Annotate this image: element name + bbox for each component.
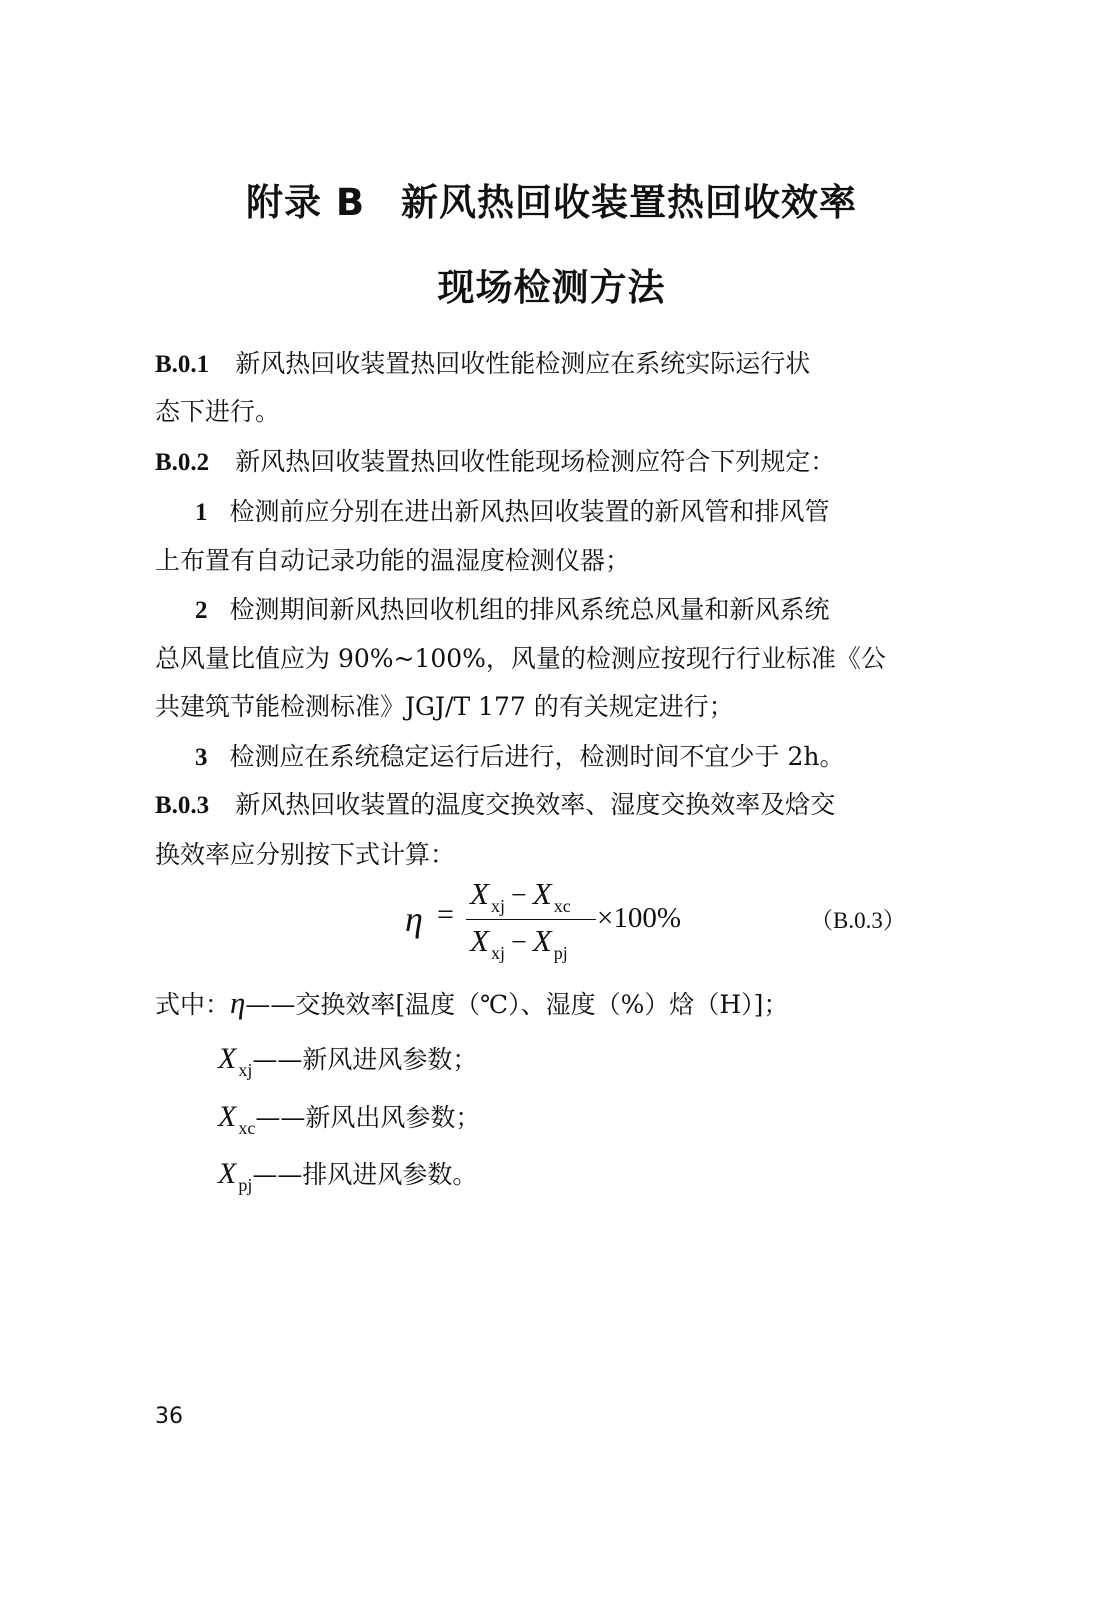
item-1-line-2: 上布置有自动记录功能的温湿度检测仪器； xyxy=(155,546,631,575)
where-var-xc: X $_{xc}$——新风出风参数； xyxy=(218,1100,481,1138)
page-title-line-2: 现场检测方法 xyxy=(437,266,666,309)
clause-text: 新风热回收装置的温度交换效率、湿度交换效率及焓交 xyxy=(235,790,836,819)
item-number: 2 xyxy=(195,597,208,624)
clause-number: B.0.1 xyxy=(155,351,210,378)
page-number: 36 xyxy=(155,1404,183,1429)
item-text: 检测前应分别在进出新风热回收装置的新风管和排风管 xyxy=(229,497,830,526)
formula-numerator: Xxj − X xc xyxy=(470,876,571,916)
item-2-line-2: 总风量比值应为 90%~100%，风量的检测应按现行行业标准《公 xyxy=(155,644,886,673)
formula-denominator: Xxj − X pj xyxy=(470,923,568,963)
clause-b003-line-1 xyxy=(155,788,835,823)
item-number: 3 xyxy=(195,744,208,771)
item-number: 1 xyxy=(195,499,208,526)
clause-b003-line-2: 换效率应分别按下式计算： xyxy=(155,840,456,869)
where-label: 式中： xyxy=(155,990,231,1019)
clause-number: B.0.2 xyxy=(155,449,210,476)
item-2-line-3: 共建筑节能检测标准》JGJ/T 177 的有关规定进行； xyxy=(155,692,734,721)
fraction-bar xyxy=(466,919,596,920)
clause-text: 新风热回收装置热回收性能现场检测应符合下列规定： xyxy=(235,447,836,476)
where-eta-desc: ——交换效率[温度（℃）、湿度（%）焓（H）]； xyxy=(245,990,789,1019)
title-text-1: 新风热回收装置热回收效率 xyxy=(401,181,858,224)
where-eta-line xyxy=(155,986,788,1022)
item-text: 检测应在系统稳定运行后进行，检测时间不宜少于 2h。 xyxy=(229,742,845,771)
clause-number: B.0.3 xyxy=(155,792,210,819)
clause-text: 新风热回收装置热回收性能检测应在系统实际运行状 xyxy=(235,349,811,378)
where-var-pj: X $_{pj}$——排风进风参数。 xyxy=(218,1157,478,1195)
formula-number: （B.0.3） xyxy=(810,908,906,933)
clause-b001-line-1 xyxy=(155,347,810,382)
formula-eta: η xyxy=(405,899,423,939)
efficiency-formula xyxy=(405,876,925,966)
where-var-xj: X $_{xj}$——新风进风参数； xyxy=(218,1042,478,1080)
item-2-line-1 xyxy=(195,593,830,628)
where-eta-symbol: η xyxy=(230,985,246,1020)
formula-equals: = xyxy=(437,898,454,931)
item-1-line-1 xyxy=(195,495,830,530)
appendix-label: 附录 B xyxy=(245,181,366,224)
item-text: 检测期间新风热回收机组的排风系统总风量和新风系统 xyxy=(229,595,830,624)
formula-multiplier: ×100% xyxy=(597,902,682,934)
clause-b001-line-2: 态下进行。 xyxy=(155,397,281,426)
page-title-line-1 xyxy=(0,172,1103,226)
item-3-line-1 xyxy=(195,740,844,775)
clause-b002-line-1 xyxy=(155,445,835,480)
